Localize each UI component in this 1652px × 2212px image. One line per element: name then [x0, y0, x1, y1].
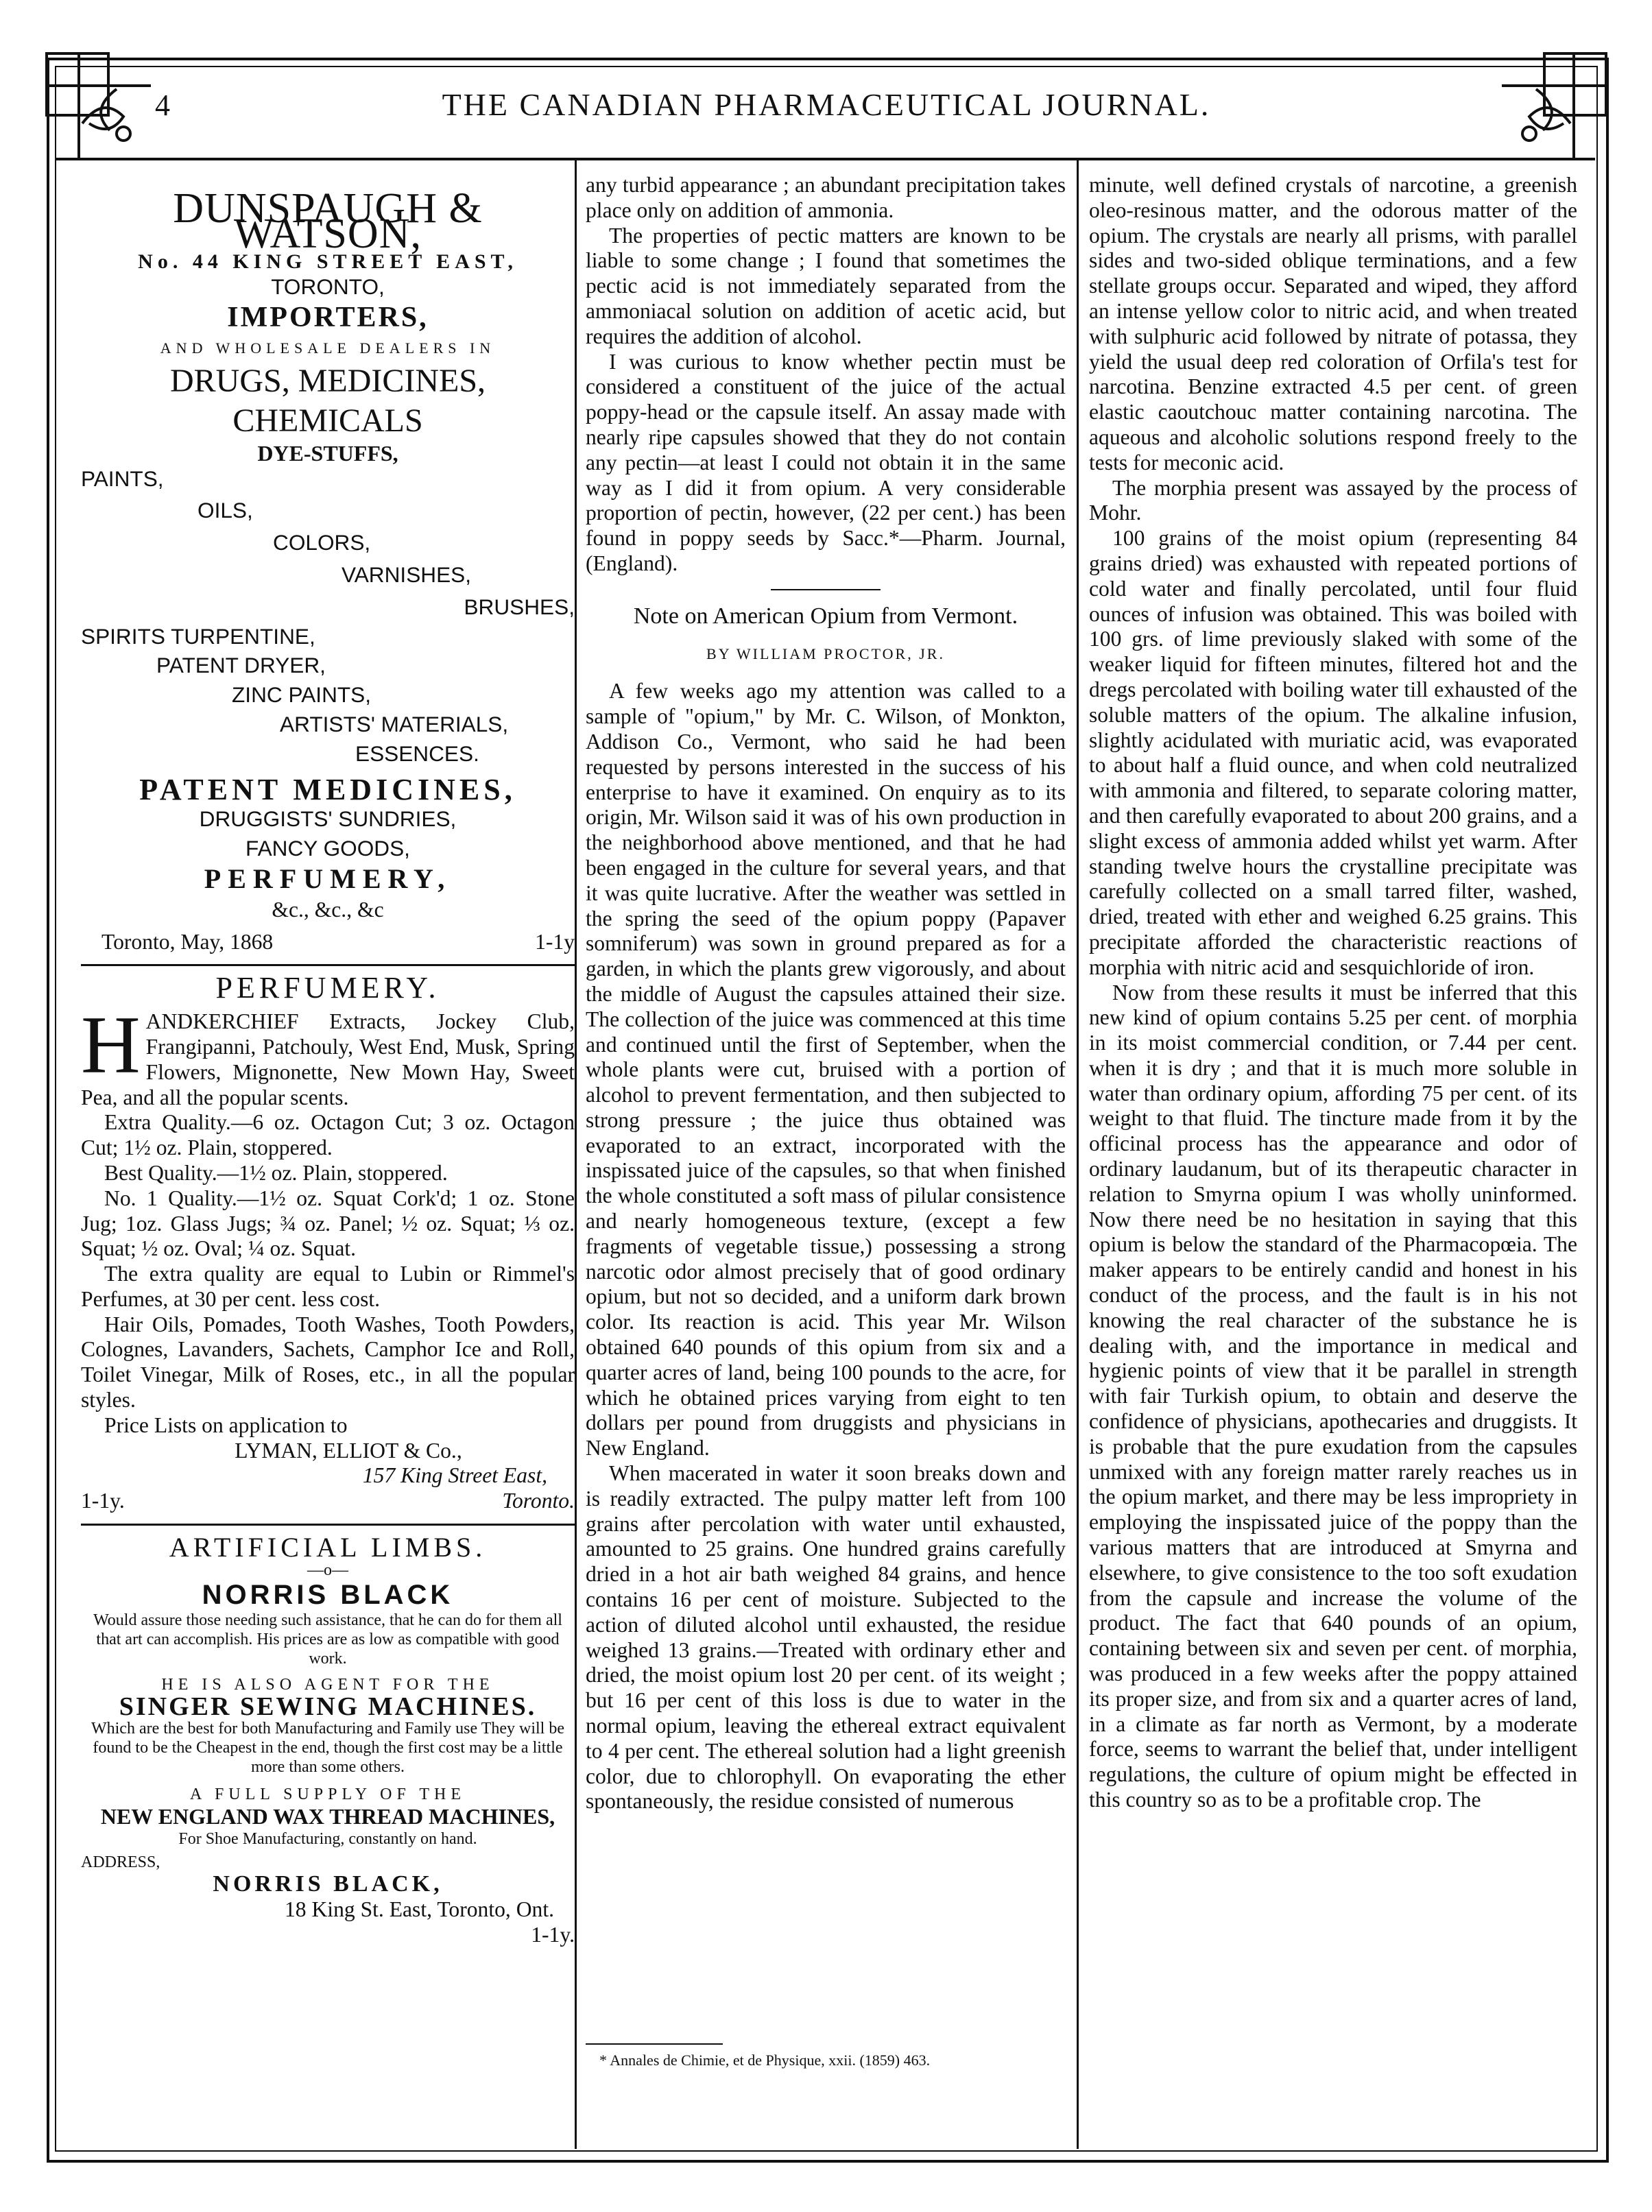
ad-perfumery-heading: PERFUMERY.	[215, 971, 440, 1005]
ad-city: Toronto.	[502, 1489, 575, 1513]
ad-code: 1-1y.	[531, 1922, 575, 1947]
ad-oils: OILS,	[197, 498, 253, 523]
column-rule-1	[575, 160, 577, 2149]
ad-perfumery-line: PERFUMERY,	[204, 863, 452, 894]
ad-dateline	[81, 923, 575, 955]
ad-agent-line: HE IS ALSO AGENT FOR THE	[161, 1675, 494, 1694]
article-paragraph: Now from these results it must be inferred that this new kind of opium contains 5.25 per cent. of morphia in its moist commercial condition, or 7.44 per cent. when it is dry ; and that it is much more soluble in water than ordinary opium, affording 75 per cent. of its weight to that fluid. The tincture made from it by the officinal process has the appearance and odor of ordinary laudanum, but of its therapeutic character in relation to Smyrna opium I was wholly uninformed. Now there need be no hesitation in saying that this opium is below the standard of the Pharmacopœia. The maker appears to be entirely candid and honest in his conduct of the process, and the fault is in his not knowing the real character of the substance he is dealing with, and the importance in medical and hygienic points of view that it be parallel in strength with fair Turkish opium, to obtain and deserve the confidence of physicians, apothecaries and druggists. It is probable that the pure exudation from the capsules unmixed with any foreign matter rarely reaches us in the opium market, and there may be less impropriety in employing the inspissated juice of the poppy than the various matters that are introduced at Smyrna and elsewhere, to give consistence to the too soft exudation from the capsule and increase the volume of the product. The fact that 640 pounds of an opium, containing between six and seven per cent. of morphia, was produced in a few weeks after the poppy attained its proper size, and from six and a quarter acres of land, in a climate as far north as Vermont, by a moderate force, seems to warrant the belief that, under intelligent regulations, the culture of opium might be effected in this country so as to be a profitable crop. The	[1089, 980, 1577, 1812]
ad-paragraph: ANDKERCHIEF Extracts, Jockey Club, Frangipanni, Patchouly, West End, Musk, Spring Flowers, Mignonette, New Mown Hay, Sweet Pea, and all the popular scents.	[81, 1009, 575, 1109]
ad-drugs-line: DRUGS, MEDICINES, CHEMICALS	[169, 362, 486, 439]
ad-dealers-line: AND WHOLESALE DEALERS IN	[160, 339, 496, 357]
ad-colors: COLORS,	[273, 530, 371, 555]
footnote-rule	[586, 2043, 723, 2045]
ad-paints: PAINTS,	[81, 466, 164, 491]
ad-paragraph: Extra Quality.—6 oz. Octagon Cut; 3 oz. Octagon Cut; 1½ oz. Plain, stoppered.	[81, 1110, 575, 1160]
ad-varnishes: VARNISHES,	[342, 562, 472, 587]
article-paragraph: The properties of pectic matters are known to be liable to some change ; I found that sometimes the pectic acid is not immediately separated from the ammoniacal solution on addition of acetic acid, but requires the addition of alcohol.	[586, 223, 1066, 348]
article-paragraph: A few weeks ago my attention was called to a sample of "opium," by Mr. C. Wilson, of Monkton, Addison Co., Vermont, who said he had been requested by persons interested in the success of his enterprise to have it examined. On enquiry as to its origin, Mr. Wilson said it was of his own production in the neighborhood above mentioned, and that he had been engaged in the culture for several years, and that it was quite lucrative. After the weather was settled in the spring the seed of the opium poppy (Papaver somniferum) was sown in ground prepared as for a garden, in which the plants grew vigorously, and about the middle of August the capsules attained their size. The collection of the juice was commenced at this time and continued until the first of September, when the whole plants were cut, bruised with a portion of alcohol to prevent fermentation, and then subjected to strong pressure ; the juice thus obtained was evaporated to an extract, incorporated with the inspissated juice of the capsules, so that when finished the whole constituted a soft mass of pilular consistence and nearly homogeneous texture, (except a few fragments of vegetable tissue,) possessing a strong narcotic odor almost precisely that of good ordinary opium, but not so decided, and a uniform dark brown color. Its reaction is acid. This year Mr. Wilson obtained 640 pounds of this opium from six and a quarter acres of land, being 100 pounds to the acre, for which he obtained prices varying from eight to ten dollars per pound from druggists and physicians in New England.	[586, 679, 1066, 1460]
ad-paragraph: Best Quality.—1½ oz. Plain, stoppered.	[104, 1160, 448, 1185]
article-paragraph: I was curious to know whether pectin must be considered a constituent of the juice of the actual poppy-head or the capsule itself. An assay made with nearly ripe capsules showed that they do not contain any pectin—at least I could not obtain it in the same way as I did it from opium. A very considerable proportion of pectin, however, (22 per cent.) has been found in poppy seeds by Sacc.*—Pharm. Journal, (England).	[586, 349, 1066, 575]
ad-ornament: —o—	[307, 1561, 348, 1579]
article-title: Note on American Opium from Vermont.	[633, 603, 1018, 629]
ad-supply-line: A FULL SUPPLY OF THE	[189, 1786, 466, 1804]
ad-paragraph: No. 1 Quality.—1½ oz. Squat Cork'd; 1 oz. Stone Jug; 1oz. Glass Jugs; ¾ oz. Panel; ½ oz. Squat; ⅓ oz. Squat; ½ oz. Oval; ¼ oz. Squat.	[81, 1186, 575, 1261]
ad-firm-lyman: LYMAN, ELLIOT & Co.,	[235, 1438, 462, 1463]
ad-street: 18 King St. East, Toronto, Ont.	[284, 1897, 554, 1922]
ad-paragraph: The extra quality are equal to Lubin or Rimmel's Perfumes, at 30 per cent. less cost.	[81, 1262, 575, 1311]
ad-paragraph: For Shoe Manufacturing, constantly on hand.	[178, 1830, 477, 1849]
ad-fancy-goods: FANCY GOODS,	[246, 836, 410, 861]
ad-etc: &c., &c., &c	[272, 897, 384, 922]
drop-cap: H	[81, 999, 141, 1091]
article-paragraph: 100 grains of the moist opium (representing 84 grains dried) was exhausted with repeated portions of cold water and finally percolated, until four fluid ounces of infusion was obtained. This was boiled with 100 grs. of lime previously slaked with some of the weaker liquid for fifteen minutes, filtered hot and the dregs percolated with boiling water till exhausted of the soluble matters of the opium. The alkaline infusion, slightly acidulated with muriatic acid, was evaporated to about half a fluid ounce, and when cold neutralized with ammonia and filtered, to separate coloring matter, and then carefully evaporated to about 200 grains, and a slight excess of ammonia added whilst yet warm. After standing twelve hours the crystalline precipitate was carefully collected on a small tarred filter, washed, dried, treated with ether and weighed 6.25 grains. This precipitate afforded the characteristic reactions of morphia with nitric acid and sesquichloride of iron.	[1089, 526, 1577, 979]
page-number: 4	[155, 88, 170, 122]
ad-limbs-heading: ARTIFICIAL LIMBS.	[169, 1532, 487, 1563]
ad-artists: ARTISTS' MATERIALS,	[280, 711, 509, 736]
ad-dyestuffs: DYE-STUFFS,	[257, 440, 398, 466]
ad-new-england: NEW ENGLAND WAX THREAD MACHINES,	[100, 1804, 555, 1829]
ad-paragraph: Price Lists on application to	[104, 1412, 348, 1437]
ad-address-label: ADDRESS,	[81, 1853, 160, 1872]
ad-date: Toronto, May, 1868	[101, 929, 274, 954]
article-paragraph: any turbid appearance ; an abundant precipitation takes place only on addition of ammonia.	[586, 173, 1066, 222]
section-rule	[771, 589, 881, 590]
running-title: THE CANADIAN PHARMACEUTICAL JOURNAL.	[442, 87, 1211, 122]
ad-divider	[81, 964, 575, 966]
ad-perfumery	[81, 971, 575, 1514]
ad-essences: ESSENCES.	[355, 741, 479, 766]
corner-ornament-right-icon	[1495, 48, 1612, 165]
footnote-block	[586, 2036, 1066, 2069]
ad-code: 1-1y.	[81, 1489, 125, 1513]
ad-dunspaugh-watson	[81, 185, 575, 954]
column-rule-2	[1077, 160, 1079, 2149]
ad-importers: IMPORTERS,	[227, 302, 429, 334]
article-paragraph: minute, well defined crystals of narcotine, a greenish oleo-resinous matter, and the odorous matter of the opium. The crystals are nearly all prisms, with parallel sides and two-sided oblique terminations, and a few stellate groups occur. Separated and wiped, they afford an intense yellow color to nitric acid, and when treated with sulphuric acid followed by nitrate of potassa, they yield the usual deep red coloration of Orfila's test for narcotina. Benzine extracted 4.5 per cent. of green elastic caoutchouc matter containing narcotina. The aqueous and alcoholic solutions respond freely to the tests for meconic acid.	[1089, 173, 1577, 474]
ad-paragraph: Would assure those needing such assistance, that he can do for them all that art can accomplish. His prices are as low as compatible with good work.	[93, 1611, 562, 1668]
ad-paragraph: Which are the best for both Manufacturing and Family use They will be found to be the Cheapest in the end, though the first cost may be a little more than some others.	[91, 1720, 565, 1777]
column-article-2	[1089, 173, 1577, 2141]
ad-artificial-limbs	[81, 1532, 575, 1948]
ad-firm-name: DUNSPAUGH & WATSON,	[173, 185, 483, 257]
article-paragraph: The morphia present was assayed by the process of Mohr.	[1089, 475, 1577, 525]
ad-sundries: DRUGGISTS' SUNDRIES,	[199, 806, 457, 832]
header-rule	[55, 158, 1595, 160]
ad-name: NORRIS BLACK,	[213, 1871, 443, 1897]
ad-name: NORRIS BLACK	[202, 1579, 454, 1610]
ad-divider	[81, 1524, 575, 1526]
column-advertisements	[81, 173, 575, 2141]
ad-code: 1-1y	[535, 929, 575, 954]
ad-zinc: ZINC PAINTS,	[232, 682, 372, 708]
ad-singer: SINGER SEWING MACHINES.	[119, 1692, 537, 1721]
ad-dryer: PATENT DRYER,	[156, 653, 326, 678]
article-paragraph: When macerated in water it soon breaks down and is readily extracted. The pulpy matter left from 100 grains after percolation with water until exhausted, amounted to 25 grains. One hundred grains carefully dried in a hot air bath weighed 84 grains, and hence contains 16 per cent of moisture. Subjected to the action of diluted alcohol until exhausted, the residue weighed 13 grains.—Treated with ordinary ether and dried, the moist opium lost 20 per cent. of its weight ; but 16 per cent of this loss is due to water in the normal opium, leaving the ethereal extract equivalent to 4 per cent. The ethereal solution had a light greenish color, due to chlorophyll. On evaporating the ether spontaneously, the residue consisted of numerous	[586, 1461, 1066, 1814]
column-article-1	[586, 173, 1066, 2038]
ad-footer-line	[81, 1489, 575, 1514]
ad-spirits: SPIRITS TURPENTINE,	[81, 623, 315, 649]
ad-street: 157 King Street East,	[362, 1463, 547, 1488]
ad-address: No. 44 KING STREET EAST,	[138, 250, 518, 273]
ad-paragraph: Hair Oils, Pomades, Tooth Washes, Tooth Powders, Colognes, Lavanders, Sachets, Camphor Ice and Roll, Toilet Vinegar, Milk of Roses, etc., in all the popular styles.	[81, 1312, 575, 1412]
ad-patent-medicines: PATENT MEDICINES,	[139, 772, 516, 806]
corner-ornament-left-icon	[41, 48, 158, 165]
footnote: * Annales de Chimie, et de Physique, xxii. (1859) 463.	[599, 2052, 931, 2069]
article-byline: BY WILLIAM PROCTOR, JR.	[706, 645, 945, 662]
ad-city: TORONTO,	[271, 274, 385, 300]
ad-brushes: BRUSHES,	[464, 594, 575, 619]
